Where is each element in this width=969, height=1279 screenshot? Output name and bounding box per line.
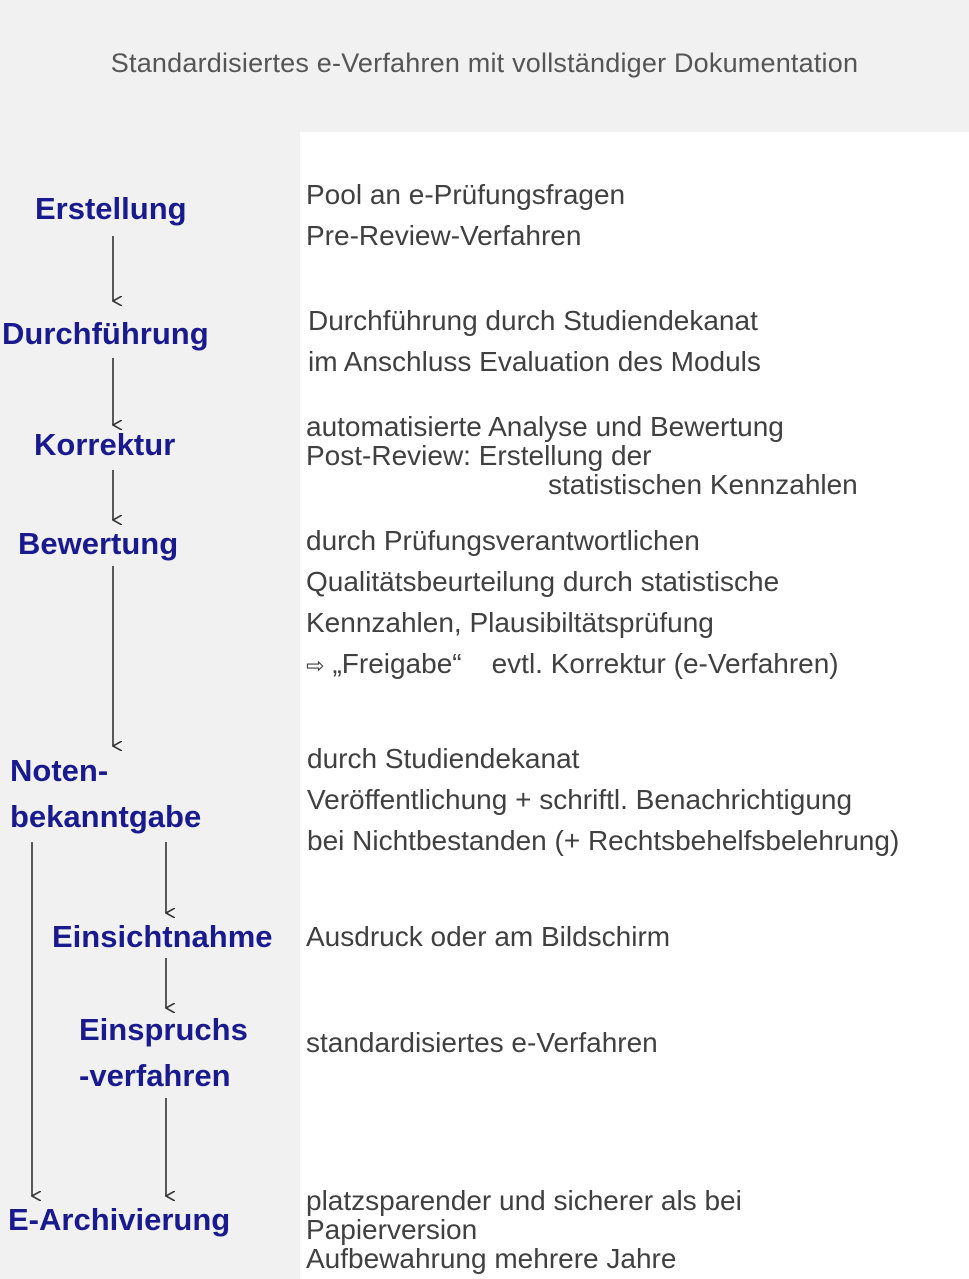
desc-line: im Anschluss Evaluation des Moduls	[308, 346, 761, 377]
step-einsichtnahme: Einsichtnahme	[52, 919, 273, 954]
step-notenbekanntgabe-line-1: Noten-	[10, 753, 109, 788]
step-einspruchsverfahren-line-2: -verfahren	[79, 1058, 231, 1093]
desc-line: Post-Review: Erstellung der	[306, 440, 652, 471]
step-e-archivierung: E-Archivierung	[8, 1202, 231, 1237]
diagram-title: Standardisiertes e-Verfahren mit vollständiger Dokumentation	[110, 48, 859, 78]
desc-line: Pre-Review-Verfahren	[306, 220, 582, 251]
step-korrektur: Korrektur	[34, 427, 176, 462]
step-einspruchsverfahren-line-1: Einspruchs	[79, 1012, 248, 1047]
desc-line: statistischen Kennzahlen	[548, 469, 858, 500]
desc-line: Papierversion	[306, 1214, 478, 1245]
desc-line: standardisiertes e-Verfahren	[306, 1027, 658, 1058]
freigabe-label: „Freigabe“	[332, 648, 462, 679]
desc-line: Veröffentlichung + schriftl. Benachrichtigung	[307, 784, 853, 815]
desc-line: Pool an e-Prüfungsfragen	[306, 179, 626, 210]
desc-line: Ausdruck oder am Bildschirm	[306, 921, 671, 952]
step-durchfuehrung: Durchführung	[2, 316, 209, 351]
korrektur-label: evtl. Korrektur (e-Verfahren)	[491, 648, 839, 679]
step-bewertung: Bewertung	[18, 526, 179, 561]
desc-line: durch Prüfungsverantwortlichen	[306, 525, 700, 556]
step-erstellung: Erstellung	[35, 191, 187, 226]
desc-line: durch Studiendekanat	[307, 743, 580, 774]
desc-line: Qualitätsbeurteilung durch statistische	[306, 566, 780, 597]
desc-line: platzsparender und sicherer als bei	[306, 1185, 742, 1216]
desc-line: Aufbewahrung mehrere Jahre	[306, 1243, 677, 1274]
desc-line: automatisierte Analyse und Bewertung	[306, 411, 784, 442]
desc-line: Kennzahlen, Plausibiltätsprüfung	[306, 607, 714, 638]
desc-line: bei Nichtbestanden (+ Rechtsbehelfsbelehrung)	[307, 825, 900, 856]
desc-line: Durchführung durch Studiendekanat	[308, 305, 758, 336]
hollow-right-arrow-icon: ⇨	[306, 653, 325, 678]
step-notenbekanntgabe-line-2: bekanntgabe	[10, 799, 202, 834]
